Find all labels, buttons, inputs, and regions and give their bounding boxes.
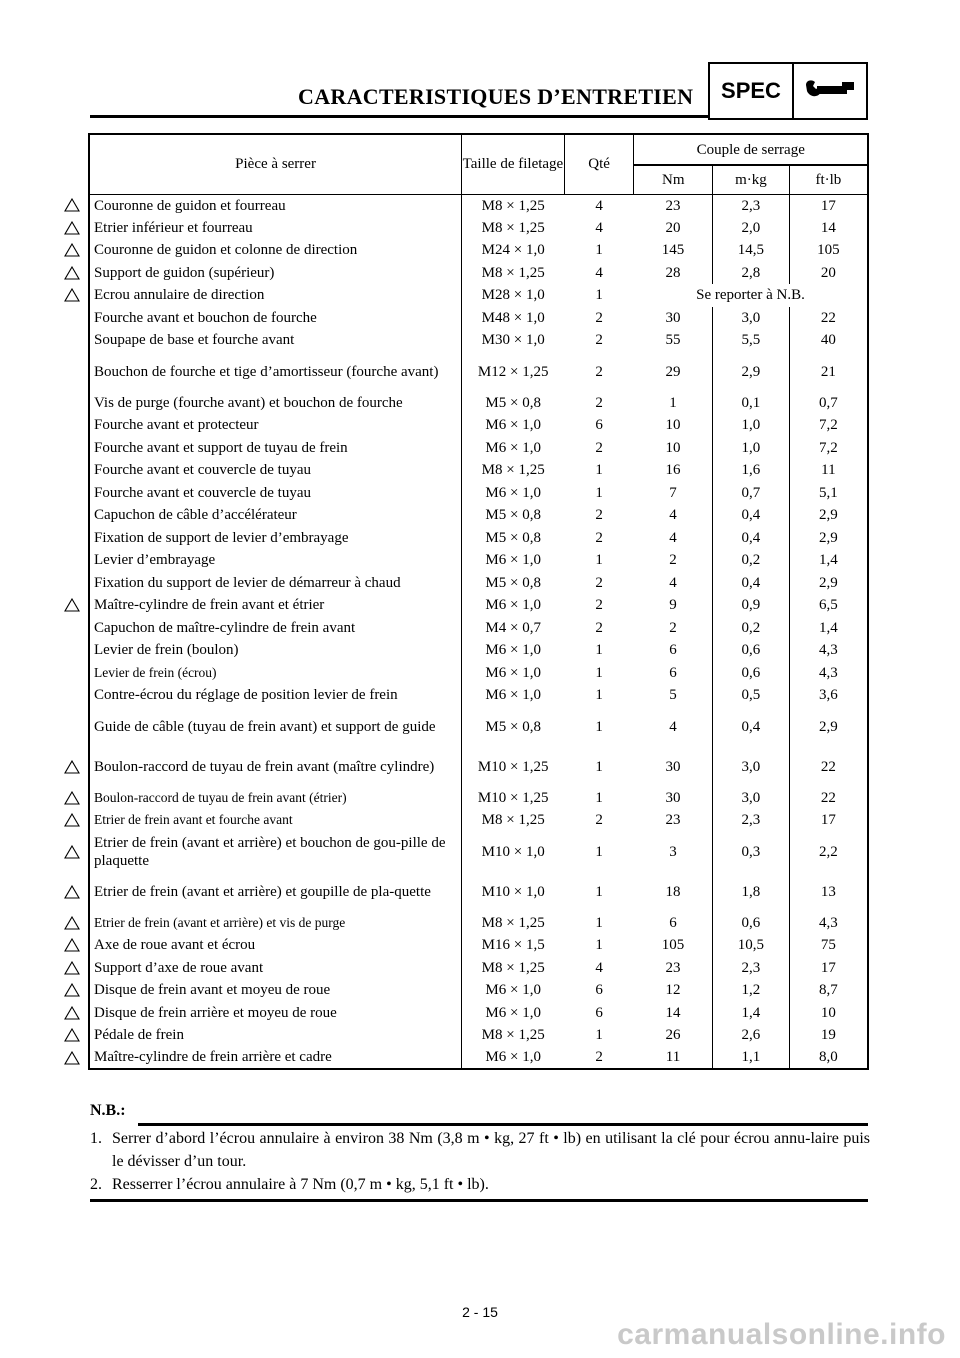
table-row xyxy=(89,1024,868,1047)
cell-mkg: 1,0 xyxy=(713,414,790,437)
cell-nm: 20 xyxy=(665,219,681,236)
cell-ftlb: 22 xyxy=(789,307,868,330)
cell-ftlb: 14 xyxy=(789,217,868,240)
cell-mkg: 0,9 xyxy=(713,594,790,617)
cell-mkg: 14,5 xyxy=(713,239,790,262)
cell-nm: 23 xyxy=(665,959,681,976)
cell-ftlb: 13 xyxy=(789,872,868,912)
triangle-icon xyxy=(64,938,80,952)
cell-ftlb: 21 xyxy=(789,352,868,392)
notes-list xyxy=(90,1127,870,1196)
cell-part: Couronne de guidon et colonne de direction xyxy=(89,239,462,262)
cell-ftlb: 105 xyxy=(789,239,868,262)
cell-ftlb: 7,2 xyxy=(789,414,868,437)
cell-part: Fourche avant et couvercle de tuyau xyxy=(89,482,462,505)
column-header-torque: Couple de serrage xyxy=(634,134,868,165)
cell-ftlb: 8,0 xyxy=(789,1047,868,1070)
triangle-icon xyxy=(64,791,80,805)
cell-part: Maître-cylindre de frein avant et étrier xyxy=(89,594,462,617)
cell-mkg: 0,4 xyxy=(713,572,790,595)
triangle-icon xyxy=(64,983,80,997)
cell-qty: 1 xyxy=(595,718,603,735)
table-row xyxy=(89,549,868,572)
cell-thread: M28 × 1,0 xyxy=(462,284,565,307)
cell-mkg: 2,0 xyxy=(713,217,790,240)
cell-part: Fourche avant et support de tuyau de frein xyxy=(89,437,462,460)
notes-bottom-rule xyxy=(90,1199,868,1202)
cell-qty: 2 xyxy=(595,507,603,524)
cell-thread: M8 × 1,25 xyxy=(462,262,565,285)
cell-nm: 9 xyxy=(669,597,677,614)
spec-badge xyxy=(708,62,868,120)
cell-ftlb: 7,2 xyxy=(789,437,868,460)
table-row xyxy=(89,262,868,285)
table-row xyxy=(89,1047,868,1070)
cell-mkg: 0,6 xyxy=(713,662,790,685)
cell-thread: M8 × 1,25 xyxy=(462,217,565,240)
cell-part: Levier d’embrayage xyxy=(89,549,462,572)
cell-ftlb: 8,7 xyxy=(789,979,868,1002)
cell-nm: 12 xyxy=(665,982,681,999)
page-title: CARACTERISTIQUES D’ENTRETIEN xyxy=(298,84,694,109)
cell-mkg: 1,0 xyxy=(713,437,790,460)
cell-part: Capuchon de câble d’accélérateur xyxy=(89,504,462,527)
cell-part: Bouchon de fourche et tige d’amortisseur (fourche avant) xyxy=(89,352,462,392)
cell-nm: 10 xyxy=(665,417,681,434)
cell-qty: 1 xyxy=(595,937,603,954)
cell-mkg: 2,3 xyxy=(713,957,790,980)
column-header-part: Pièce à serrer xyxy=(89,134,462,194)
cell-thread: M8 × 1,25 xyxy=(462,957,565,980)
triangle-icon xyxy=(64,1006,80,1020)
cell-ftlb: 22 xyxy=(789,787,868,810)
cell-nm: 28 xyxy=(665,264,681,281)
triangle-icon xyxy=(64,221,80,235)
cell-ftlb: 17 xyxy=(789,957,868,980)
cell-mkg: 3,0 xyxy=(713,747,790,787)
torque-table xyxy=(88,133,869,1070)
cell-mkg: 1,2 xyxy=(713,979,790,1002)
cell-nm: 5 xyxy=(669,687,677,704)
cell-qty: 2 xyxy=(595,309,603,326)
cell-mkg: 0,7 xyxy=(713,482,790,505)
note-text: Resserrer l’écrou annulaire à 7 Nm (0,7 m • kg, 5,1 ft • lb). xyxy=(112,1176,489,1193)
cell-nm: 4 xyxy=(669,507,677,524)
cell-thread: M6 × 1,0 xyxy=(462,1047,565,1070)
cell-qty: 1 xyxy=(595,484,603,501)
cell-ftlb: 2,2 xyxy=(789,832,868,872)
cell-nm: 11 xyxy=(634,1047,713,1070)
cell-thread: M6 × 1,0 xyxy=(462,414,565,437)
cell-part: Etrier de frein avant et fourche avant xyxy=(89,809,462,832)
cell-ftlb: 17 xyxy=(789,809,868,832)
cell-thread: M12 × 1,25 xyxy=(462,352,565,392)
cell-qty: 1 xyxy=(595,687,603,704)
cell-part: Boulon-raccord de tuyau de frein avant (maître cylindre) xyxy=(89,747,462,787)
triangle-icon xyxy=(64,1028,80,1042)
cell-mkg: 2,9 xyxy=(713,352,790,392)
cell-ftlb: 2,9 xyxy=(789,707,868,747)
cell-mkg: 1,1 xyxy=(713,1047,790,1070)
table-row xyxy=(89,572,868,595)
triangle-icon xyxy=(64,288,80,302)
cell-ftlb: 4,3 xyxy=(789,912,868,935)
table-row xyxy=(89,239,868,262)
cell-ftlb: 4,3 xyxy=(789,662,868,685)
cell-thread: M8 × 1,25 xyxy=(462,912,565,935)
cell-nm: 105 xyxy=(661,937,685,954)
cell-nm: 30 xyxy=(665,758,681,775)
notes-top-rule xyxy=(138,1123,868,1126)
cell-mkg: 2,6 xyxy=(713,1024,790,1047)
table-row xyxy=(89,482,868,505)
table-row xyxy=(89,414,868,437)
table-row xyxy=(89,707,868,747)
table-row xyxy=(89,352,868,392)
cell-thread: M5 × 0,8 xyxy=(462,392,565,415)
cell-thread: M6 × 1,0 xyxy=(462,639,565,662)
cell-thread: M8 × 1,25 xyxy=(462,194,565,217)
cell-part: Soupape de base et fourche avant xyxy=(89,329,462,352)
triangle-icon xyxy=(64,243,80,257)
cell-nm: 2 xyxy=(669,552,677,569)
cell-thread: M6 × 1,0 xyxy=(462,482,565,505)
table-row xyxy=(89,934,868,957)
cell-part: Fourche avant et couvercle de tuyau xyxy=(89,459,462,482)
cell-thread: M8 × 1,25 xyxy=(462,809,565,832)
cell-mkg: 0,3 xyxy=(713,832,790,872)
cell-nm: 29 xyxy=(665,363,681,380)
cell-part: Maître-cylindre de frein arrière et cadre xyxy=(89,1047,462,1070)
cell-ftlb: 0,7 xyxy=(789,392,868,415)
cell-part: Contre-écrou du réglage de position levier de frein xyxy=(89,684,462,707)
table-row xyxy=(89,329,868,352)
table-row xyxy=(89,437,868,460)
cell-mkg: 0,4 xyxy=(713,527,790,550)
cell-ftlb: 75 xyxy=(789,934,868,957)
note-number: 1. xyxy=(90,1130,102,1147)
cell-nm: 16 xyxy=(665,462,681,479)
cell-qty: 1 xyxy=(595,242,603,259)
cell-ftlb: 2,9 xyxy=(789,504,868,527)
cell-mkg: 1,6 xyxy=(713,459,790,482)
cell-qty: 1 xyxy=(595,552,603,569)
cell-qty: 2 xyxy=(595,332,603,349)
cell-nm: 26 xyxy=(665,1027,681,1044)
cell-qty: 4 xyxy=(595,959,603,976)
cell-nm: 55 xyxy=(665,332,681,349)
cell-thread: M5 × 0,8 xyxy=(462,504,565,527)
note-number: 2. xyxy=(90,1176,102,1193)
cell-thread: M24 × 1,0 xyxy=(462,239,565,262)
cell-part: Levier de frein (boulon) xyxy=(89,639,462,662)
cell-mkg: 3,0 xyxy=(713,787,790,810)
table-row xyxy=(89,872,868,912)
cell-thread: M8 × 1,25 xyxy=(462,1024,565,1047)
cell-thread: M5 × 0,8 xyxy=(462,527,565,550)
table-row xyxy=(89,639,868,662)
notes-label: N.B.: xyxy=(90,1102,126,1119)
cell-ftlb: 20 xyxy=(789,262,868,285)
column-header-nm: Nm xyxy=(634,165,713,194)
cell-thread: M6 × 1,0 xyxy=(462,662,565,685)
cell-mkg: 1,8 xyxy=(713,872,790,912)
table-row xyxy=(89,832,868,872)
cell-qty: 1 xyxy=(595,1027,603,1044)
cell-thread: M8 × 1,25 xyxy=(462,459,565,482)
cell-thread: M10 × 1,0 xyxy=(462,832,565,872)
cell-nm: 14 xyxy=(665,1004,681,1021)
triangle-icon xyxy=(64,813,80,827)
cell-qty: 6 xyxy=(595,417,603,434)
cell-part: Disque de frein arrière et moyeu de roue xyxy=(89,1002,462,1025)
cell-part: Boulon-raccord de tuyau de frein avant (étrier) xyxy=(89,787,462,810)
cell-thread: M48 × 1,0 xyxy=(462,307,565,330)
note-item xyxy=(90,1173,870,1196)
cell-ftlb: 22 xyxy=(789,747,868,787)
cell-nm: 18 xyxy=(665,883,681,900)
cell-mkg: 0,4 xyxy=(713,707,790,747)
table-row xyxy=(89,284,868,307)
table-row xyxy=(89,809,868,832)
cell-qty: 4 xyxy=(595,197,603,214)
watermark-logo: carmanualsonline.info xyxy=(617,1318,946,1351)
cell-part: Couronne de guidon et fourreau xyxy=(89,194,462,217)
table-row xyxy=(89,617,868,640)
cell-qty: 2 xyxy=(595,394,603,411)
cell-ftlb: 2,9 xyxy=(789,572,868,595)
cell-qty: 2 xyxy=(595,363,603,380)
cell-nm: 3 xyxy=(669,843,677,860)
cell-nm: 1 xyxy=(669,394,677,411)
cell-qty: 1 xyxy=(595,462,603,479)
cell-nm: 4 xyxy=(669,574,677,591)
cell-mkg: 0,6 xyxy=(713,912,790,935)
spec-label: SPEC xyxy=(710,64,794,118)
cell-nm: 6 xyxy=(669,642,677,659)
cell-nm: 30 xyxy=(665,309,681,326)
cell-ftlb: 17 xyxy=(789,194,868,217)
triangle-icon xyxy=(64,961,80,975)
cell-qty: 2 xyxy=(595,619,603,636)
note-item xyxy=(90,1127,870,1173)
triangle-icon xyxy=(64,266,80,280)
cell-ftlb: 6,5 xyxy=(789,594,868,617)
table-row xyxy=(89,684,868,707)
cell-qty: 1 xyxy=(595,287,603,304)
cell-ftlb: 1,4 xyxy=(789,617,868,640)
cell-ftlb: 3,6 xyxy=(789,684,868,707)
cell-nm: 6 xyxy=(669,664,677,681)
cell-thread: M6 × 1,0 xyxy=(462,1002,565,1025)
cell-nm: 23 xyxy=(665,812,681,829)
cell-mkg: 0,6 xyxy=(713,639,790,662)
cell-ftlb: 2,9 xyxy=(789,527,868,550)
cell-qty: 2 xyxy=(595,529,603,546)
cell-nm: 6 xyxy=(669,914,677,931)
cell-part: Capuchon de maître-cylindre de frein avant xyxy=(89,617,462,640)
triangle-icon xyxy=(64,885,80,899)
cell-thread: M10 × 1,25 xyxy=(462,787,565,810)
cell-thread: M10 × 1,0 xyxy=(462,872,565,912)
triangle-icon xyxy=(64,845,80,859)
table-row xyxy=(89,662,868,685)
table-row xyxy=(89,979,868,1002)
cell-qty: 4 xyxy=(595,219,603,236)
cell-mkg: 2,3 xyxy=(713,194,790,217)
cell-mkg: 0,1 xyxy=(713,392,790,415)
table-row xyxy=(89,1002,868,1025)
cell-ftlb: 40 xyxy=(789,329,868,352)
cell-qty: 1 xyxy=(595,789,603,806)
triangle-icon xyxy=(64,760,80,774)
cell-part: Fourche avant et bouchon de fourche xyxy=(89,307,462,330)
cell-thread: M6 × 1,0 xyxy=(462,684,565,707)
column-header-thread: Taille de filetage xyxy=(462,134,565,194)
column-header-qty: Qté xyxy=(564,134,634,194)
triangle-icon xyxy=(64,916,80,930)
table-row xyxy=(89,217,868,240)
cell-part: Etrier de frein (avant et arrière) et goupille de pla-quette xyxy=(89,872,462,912)
table-row xyxy=(89,459,868,482)
cell-thread: M4 × 0,7 xyxy=(462,617,565,640)
cell-part: Fixation du support de levier de démarreur à chaud xyxy=(89,572,462,595)
cell-mkg: 0,2 xyxy=(713,617,790,640)
cell-qty: 1 xyxy=(595,914,603,931)
cell-nm: 23 xyxy=(665,197,681,214)
wrench-icon xyxy=(794,64,866,118)
cell-ftlb: 5,1 xyxy=(789,482,868,505)
cell-nm: 10 xyxy=(665,439,681,456)
cell-ftlb: 1,4 xyxy=(789,549,868,572)
cell-part: Levier de frein (écrou) xyxy=(89,662,462,685)
table-row xyxy=(89,912,868,935)
cell-qty: 6 xyxy=(595,1004,603,1021)
cell-nm: 4 xyxy=(669,529,677,546)
cell-thread: M16 × 1,5 xyxy=(462,934,565,957)
table-row xyxy=(89,787,868,810)
table-row xyxy=(89,747,868,787)
column-header-ftlb: ft·lb xyxy=(789,165,868,194)
cell-thread: M6 × 1,0 xyxy=(462,437,565,460)
cell-thread: M6 × 1,0 xyxy=(462,549,565,572)
cell-part: Ecrou annulaire de direction xyxy=(89,284,462,307)
cell-thread: M5 × 0,8 xyxy=(462,707,565,747)
cell-thread: M5 × 0,8 xyxy=(462,572,565,595)
cell-qty: 2 xyxy=(595,597,603,614)
cell-part: Etrier inférieur et fourreau xyxy=(89,217,462,240)
cell-part: Support d’axe de roue avant xyxy=(89,957,462,980)
cell-mkg: 0,5 xyxy=(713,684,790,707)
cell-mkg: 1,4 xyxy=(713,1002,790,1025)
cell-note: Se reporter à N.B. xyxy=(634,284,868,307)
cell-qty: 1 xyxy=(595,664,603,681)
cell-part: Guide de câble (tuyau de frein avant) et support de guide xyxy=(89,707,462,747)
cell-nm: 4 xyxy=(669,718,677,735)
table-row xyxy=(89,957,868,980)
table-row xyxy=(89,392,868,415)
table-row xyxy=(89,527,868,550)
cell-part: Fixation de support de levier d’embrayage xyxy=(89,527,462,550)
cell-mkg: 0,4 xyxy=(713,504,790,527)
cell-thread: M30 × 1,0 xyxy=(462,329,565,352)
cell-part: Disque de frein avant et moyeu de roue xyxy=(89,979,462,1002)
note-text: Serrer d’abord l’écrou annulaire à environ 38 Nm (3,8 m • kg, 27 ft • lb) en utilisant la clé pour écrou annu-laire puis le dévisser d’un tour. xyxy=(112,1130,870,1170)
cell-qty: 1 xyxy=(595,883,603,900)
cell-qty: 2 xyxy=(595,812,603,829)
page-number: 2 - 15 xyxy=(462,1304,498,1320)
table-row xyxy=(89,504,868,527)
cell-qty: 2 xyxy=(595,439,603,456)
column-header-mkg: m·kg xyxy=(713,165,790,194)
cell-qty: 1 xyxy=(595,843,603,860)
cell-nm: 2 xyxy=(669,619,677,636)
cell-mkg: 5,5 xyxy=(713,329,790,352)
cell-ftlb: 10 xyxy=(789,1002,868,1025)
cell-thread: M6 × 1,0 xyxy=(462,594,565,617)
title-underline xyxy=(90,115,708,118)
cell-qty: 1 xyxy=(595,642,603,659)
table-row xyxy=(89,594,868,617)
cell-nm: 7 xyxy=(669,484,677,501)
cell-part: Axe de roue avant et écrou xyxy=(89,934,462,957)
cell-mkg: 2,8 xyxy=(713,262,790,285)
table-row xyxy=(89,307,868,330)
cell-mkg: 0,2 xyxy=(713,549,790,572)
triangle-icon xyxy=(64,598,80,612)
cell-qty: 1 xyxy=(595,758,603,775)
cell-qty: 2 xyxy=(595,574,603,591)
cell-part: Pédale de frein xyxy=(89,1024,462,1047)
cell-ftlb: 19 xyxy=(789,1024,868,1047)
cell-part: Vis de purge (fourche avant) et bouchon de fourche xyxy=(89,392,462,415)
cell-ftlb: 4,3 xyxy=(789,639,868,662)
cell-mkg: 10,5 xyxy=(713,934,790,957)
cell-thread: M6 × 1,0 xyxy=(462,979,565,1002)
table-row xyxy=(89,194,868,217)
cell-mkg: 2,3 xyxy=(713,809,790,832)
cell-mkg: 3,0 xyxy=(713,307,790,330)
cell-nm: 30 xyxy=(665,789,681,806)
triangle-icon xyxy=(64,1051,80,1065)
cell-part: Etrier de frein (avant et arrière) et bouchon de gou-pille de plaquette xyxy=(89,832,462,872)
cell-part: Support de guidon (supérieur) xyxy=(89,262,462,285)
cell-qty: 4 xyxy=(595,264,603,281)
cell-part: Etrier de frein (avant et arrière) et vis de purge xyxy=(89,912,462,935)
triangle-icon xyxy=(64,198,80,212)
cell-qty: 6 xyxy=(595,982,603,999)
cell-ftlb: 11 xyxy=(789,459,868,482)
cell-thread: M10 × 1,25 xyxy=(462,747,565,787)
cell-qty: 2 xyxy=(564,1047,634,1070)
cell-nm: 145 xyxy=(661,242,685,259)
cell-part: Fourche avant et protecteur xyxy=(89,414,462,437)
